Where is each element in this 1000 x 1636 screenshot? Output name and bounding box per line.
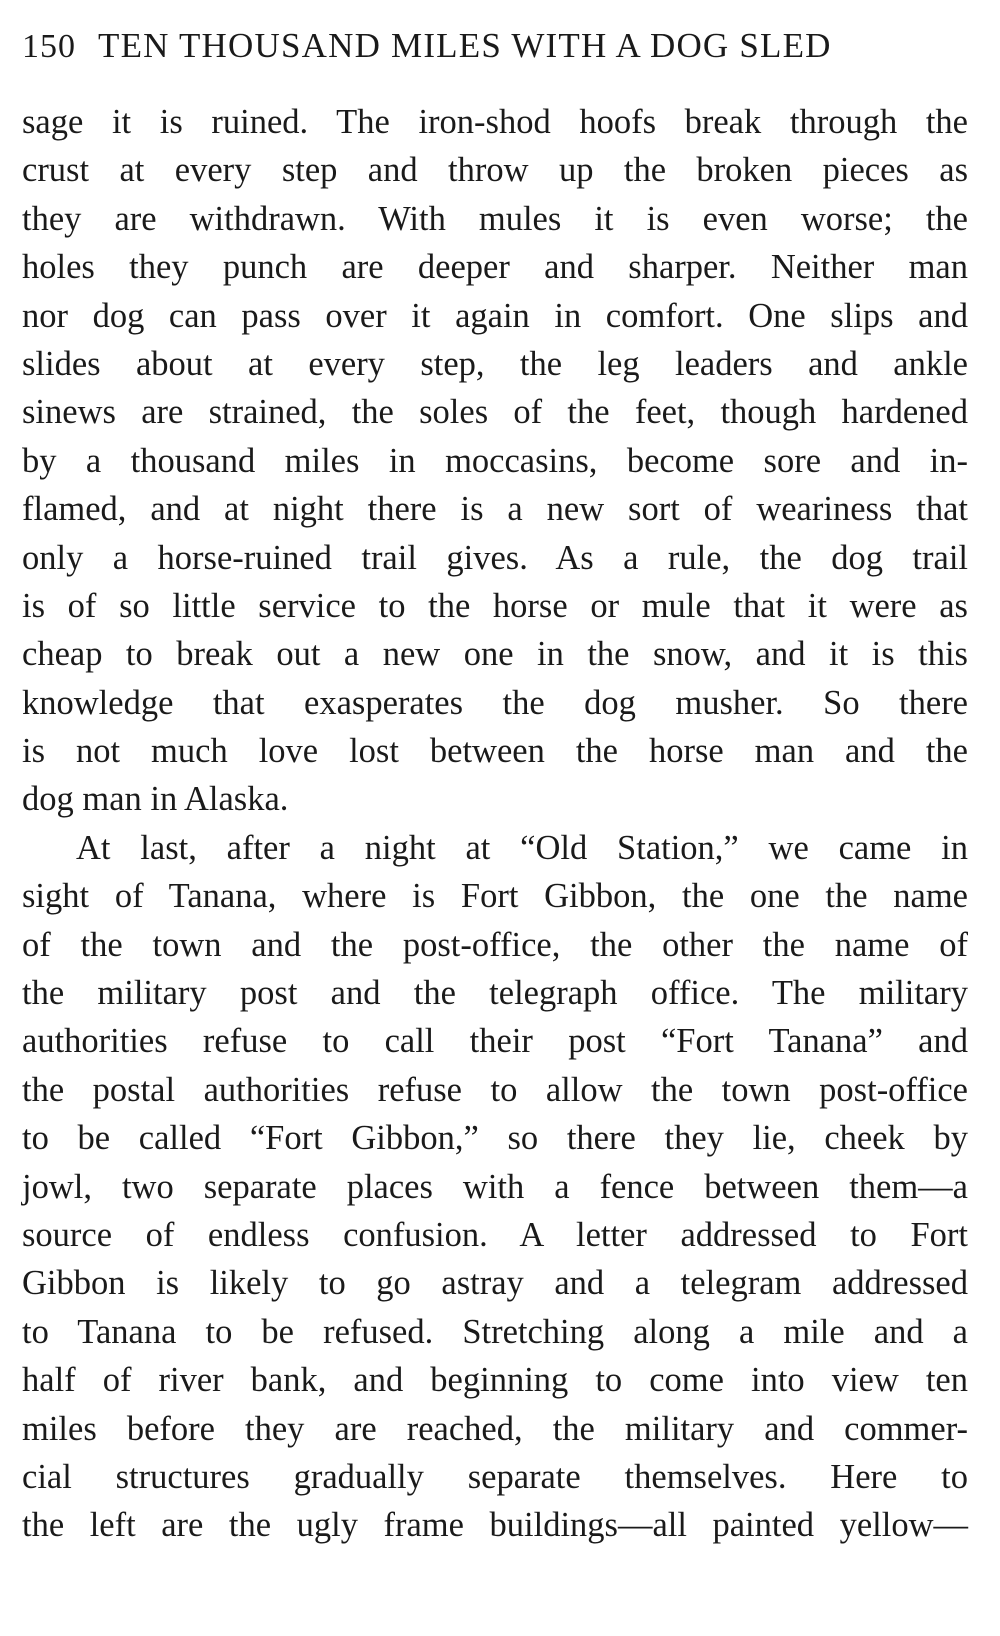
- text-line: sage it is ruined. The iron-shod hoofs break through the: [22, 103, 968, 141]
- text-line: the postal authorities refuse to allow the town post-office: [22, 1070, 968, 1109]
- text-line: by a thousand miles in moccasins, become sore and in-: [22, 441, 968, 480]
- paragraph-2: [22, 824, 968, 1550]
- text-line: is of so little service to the horse or mule that it were as: [22, 586, 968, 625]
- text-line: cheap to break out a new one in the snow, and it is this: [22, 635, 968, 674]
- text-line: flamed, and at night there is a new sort of weariness that: [22, 490, 968, 529]
- text-line: the left are the ugly frame buildings—all painted yellow—: [22, 1506, 968, 1545]
- text-line: cial structures gradually separate themselves. Here to: [22, 1457, 968, 1496]
- text-line: At last, after a night at “Old Station,” we came in: [76, 828, 968, 867]
- text-line: half of river bank, and beginning to come into view ten: [22, 1361, 968, 1400]
- text-line: source of endless confusion. A letter addressed to Fort: [22, 1215, 968, 1254]
- book-page: [22, 26, 968, 1550]
- text-line: miles before they are reached, the military and commer-: [22, 1409, 968, 1448]
- text-line: slides about at every step, the leg leaders and ankle: [22, 344, 968, 383]
- text-line: they are withdrawn. With mules it is even worse; the: [22, 199, 968, 238]
- text-line: nor dog can pass over it again in comfort. One slips and: [22, 296, 968, 335]
- text-line: authorities refuse to call their post “Fort Tanana” and: [22, 1022, 968, 1061]
- text-line: knowledge that exasperates the dog musher. So there: [22, 683, 968, 722]
- text-line: to be called “Fort Gibbon,” so there they lie, cheek by: [22, 1119, 968, 1158]
- text-line: is not much love lost between the horse man and the: [22, 732, 968, 771]
- text-line: Gibbon is likely to go astray and a telegram addressed: [22, 1264, 968, 1303]
- running-title: TEN THOUSAND MILES WITH A DOG SLED: [98, 26, 832, 65]
- text-line: crust at every step and throw up the broken pieces as: [22, 151, 968, 190]
- body-text: [22, 98, 968, 1550]
- text-line: the military post and the telegraph office. The military: [22, 974, 968, 1013]
- text-line: to Tanana to be refused. Stretching along a mile and a: [22, 1312, 968, 1351]
- paragraph-1: [22, 98, 968, 824]
- text-line: jowl, two separate places with a fence between them—a: [22, 1167, 968, 1206]
- running-head: [22, 26, 968, 82]
- text-line: dog man in Alaska.: [22, 780, 289, 819]
- text-line: holes they punch are deeper and sharper. Neither man: [22, 248, 968, 287]
- text-line: of the town and the post-office, the other the name of: [22, 925, 968, 964]
- text-line: sinews are strained, the soles of the feet, though hardened: [22, 393, 968, 432]
- text-line: only a horse-ruined trail gives. As a rule, the dog trail: [22, 538, 968, 577]
- page-number: 150: [22, 28, 76, 65]
- text-line: sight of Tanana, where is Fort Gibbon, the one the name: [22, 877, 968, 916]
